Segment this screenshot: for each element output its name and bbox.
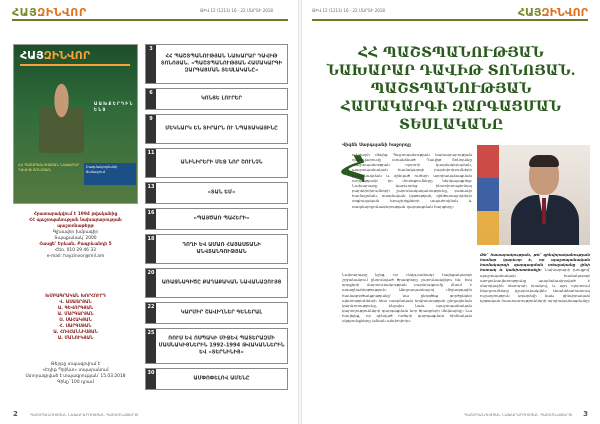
edinfo-line: Հեռ. 010 29 46 33 xyxy=(55,248,96,253)
toc-page-number: 13 xyxy=(146,183,156,203)
cover-blue-text: Բազմակողմանի ճանաչում xyxy=(86,165,118,174)
cover-caption: ՀՀ ՊԱՇՏՊԱՆՈՒԹՅԱՆ ՆԱԽԱՐԱՐ ԴԱՎԻԹ ՏՈՆՈՅԱՆ xyxy=(18,163,80,172)
staff-line: Վ. ԱՍԱՏՐՅԱՆ xyxy=(59,300,92,305)
toc-page-number: 25 xyxy=(146,329,156,363)
toc-item[interactable] xyxy=(145,208,288,230)
minister-portrait-photo xyxy=(477,145,590,245)
toc-title: ԱՌԱՋՆԱԳԻԾԸ ՔԱՂԱՔԱԿԱՆ ՆԱՎԱՆԱԶՈՒՅՑ xyxy=(161,279,282,286)
article-column-1-continued: Նախարարը նշեց, որ «Ազգ-բանակ» հայեցակարգի շրջանակում ընդունված ծրագրերը շարունակվելու են, իսկ զորքերի մարտունակության բարձրացումը մնում է առաջնահերթություն։ Անդրադառնալով միջազգային համագործակցությանը՝ նա ընդգծեց գործընկեր պետությունների հետ ռազմական երկխոսության ընդլայնման կարևորությունը, ինչպես նաև պաշտպանական կարողությունների զարգացման նոր ծրագրերի մեկնարկը։ Նա հավելեց, որ զինված ուժերի զարգացման հիմնական սկզբունքները կմնան անփոփոխ։ xyxy=(342,272,472,324)
toc-page-number: 9 xyxy=(146,115,156,143)
toc-title: ՌՈՒՍ ԵՎ ՈՍՊԱԿԻ ՄԻՋԵՎ ՊԱՏԵՐԱԶՄԻ ՄԱՍՆԱԿԻՑՆԵՐԻՆ 1992-1994 ԹՎԱԿԱՆՆԵՐԻՆ ԵՎ «ՏԵՐՆԻՆԻՑ» xyxy=(158,335,285,356)
page-footer: ՊԱՇՏՊԱՆՈՒԹՅԱՆ ՆԱԽԱՐԱՐՈՒԹՅԱՆ ՊԱՇՏՈՆԱԹԵՐԹ xyxy=(464,412,572,417)
toc-title: ԴՈՂԻ ԵՎ ԱՄԱՌ ՀԱՅԱՍՏԱՆԻ ԱՆՎՏԱՆԳՈՒԹՅԱՆ xyxy=(182,242,261,255)
page-number: 2 xyxy=(13,410,18,418)
header-rule xyxy=(12,19,288,21)
drop-cap: Հ xyxy=(342,149,368,189)
toc-page-number: 11 xyxy=(146,149,156,177)
edinfo-line: Հասցե՝ Երևան, Բագրևանդի 5 xyxy=(39,242,112,247)
issue-meta: ԹԻՎ 12 (1213) 16 - 22 ՄԱՐՏԻ 2018 xyxy=(312,8,385,13)
toc-title: ԱՄՓՈՓԵԼՈՎ ԱՄԵՆԸ xyxy=(193,375,250,382)
table-of-contents xyxy=(145,44,288,392)
print-line: Թերթը տպագրվում է xyxy=(50,362,101,367)
toc-title: «ՊԱՅԾԱՌ ՊԱՀԵՐԻ» xyxy=(193,215,250,222)
toc-page-number: 3 xyxy=(146,45,156,83)
toc-item[interactable] xyxy=(145,148,288,178)
editorial-info xyxy=(13,212,138,260)
edinfo-line: Գլխավոր խմբագիր xyxy=(52,230,99,235)
toc-item[interactable] xyxy=(145,114,288,144)
staff-line: Ա. ԳԵՎՈՐԳՅԱՆ xyxy=(57,306,94,311)
toc-page-number: 20 xyxy=(146,269,156,297)
toc-page-number: 6 xyxy=(146,89,156,109)
toc-item[interactable] xyxy=(145,302,288,324)
right-page xyxy=(302,0,600,424)
staff-line: Ա. ՀՈՎՀԱՆՆԻՍՅԱՆ xyxy=(53,330,98,335)
staff-line: Ա. ՄԱՆՈՒԿՅԱՆ xyxy=(57,336,94,341)
page-number: 3 xyxy=(583,410,588,418)
toc-item[interactable] xyxy=(145,268,288,298)
left-page xyxy=(0,0,298,424)
toc-page-number: 16 xyxy=(146,209,156,229)
toc-title: ԿԱՐՄԻՐ ՇԱՎԻՂՆԵՐ ԳԵՆԵՐԱԼ xyxy=(180,309,263,316)
armenian-flag xyxy=(477,145,499,245)
staff-line: Հ. ՍԱՐԳՍՅԱՆ xyxy=(59,324,92,329)
edinfo-line: ՀՀ պաշտպանության նախարարության պաշտոնաթերթ xyxy=(29,218,122,229)
print-line: Ստորագրված է տպագրության՝ 15.03.2018 xyxy=(25,374,126,379)
staff-line: Ս. ՍԱՀԱԿՅԱՆ xyxy=(59,318,92,323)
print-info xyxy=(13,362,138,386)
page-footer: ՊԱՇՏՊԱՆՈՒԹՅԱՆ ՆԱԽԱՐԱՐՈՒԹՅԱՆ ՊԱՇՏՈՆԱԹԵՐԹ xyxy=(30,412,138,417)
toc-title: ԱՆԻՆԻՐԵՐԻ ՄԵՋ ՆՈՐ ՇՈՒՆՉՆ xyxy=(180,159,263,166)
toc-item[interactable] xyxy=(145,234,288,264)
cover-rule xyxy=(20,64,130,66)
toc-item[interactable] xyxy=(145,328,288,364)
editorial-staff xyxy=(13,294,138,342)
edinfo-line: Հրատարակվում է 1994 թվականից xyxy=(33,212,118,217)
article-text: Նախարարի խոսքով՝ պաշտպանական համակարգի արդյունավետությունը պայմանավորված է մարդկային ռեսուրսի որակով, և այդ ոլորտում ներդրումները կշարունակվեն։ Առանձնահատուկ ուշադրություն կդարձվի նաև զինվորական կրթական հաստատությունների արդիականացմանը։ xyxy=(480,267,591,304)
article-column-2 xyxy=(480,252,590,304)
cover-side-text: Ա Ա Խ Ք Ե Ր Դ Ի Ն Ե Ն Ց xyxy=(94,101,133,112)
portrait-hair xyxy=(529,155,559,167)
masthead-logo: ՀԱՅԶԻՆՎՈՐ xyxy=(12,6,87,19)
header-rule xyxy=(312,19,588,21)
cover-blue-box xyxy=(84,163,136,185)
edinfo-line: Տպաքանակ՝ 2000 xyxy=(54,236,97,241)
article-column-1: ունվարի մեկից Պաշտպանության նախարարության ղեկավարումը ստանձնած Դավիթ Տոնոյանը պաշտպանության ոլորտի կազմակերպման, պաշտպանական համակարգի բարեփոխումների շարունակման և զինված ուժերի արդիականացման ուղղությամբ իր մոտեցումները ներկայացրեց։ Նախարարը կարևորեց ինստիտուցիոնալ բարեփոխումների շարունակականությունը, բանակի համալրման, ռազմական կրթության, զինծառայողների սոցիալական երաշխիքների ապահովման և ռազմարդյունաբերության զարգացման հարցերը։ xyxy=(352,152,472,209)
portrait-tie xyxy=(542,198,546,224)
toc-title: ՀՀ ՊԱՇՏՊԱՆՈՒԹՅԱՆ ՆԱԽԱՐԱՐ ԴԱՎԻԹ ՏՈՆՈՅԱՆ. «ՊԱՇՏՊԱՆՈՒԹՅԱՆ ՀԱՄԱԿԱՐԳԻ ԶԱՐԳԱՑՄԱՆ ՏԵՍԼԱԿԱՆԸ» xyxy=(160,53,283,74)
toc-title: «ՏԱՆ ԵՄ» xyxy=(207,189,236,196)
print-line: «Էդիթ Պրինտ» տպարանում xyxy=(42,368,109,373)
toc-page-number: 18 xyxy=(146,235,156,263)
article-highlight: Թե՛ հասարակության, թե՛ զինվորականության համար կարևոր է, որ պաշտպանական համակարգի զարգացման տեսլականը լինի հստակ և կանխատեսելի։ xyxy=(480,252,590,273)
toc-item[interactable] xyxy=(145,182,288,204)
toc-item[interactable] xyxy=(145,368,288,390)
toc-page-number: 30 xyxy=(146,369,156,389)
staff-line: ԽՄԲԱԳՐԱԿԱՆ ԽՈՐՀՈՒՐԴ xyxy=(45,294,106,299)
edinfo-line: e-mail: hayzinvor@mil.am xyxy=(46,254,105,259)
article-headline: ՀՀ ՊԱՇՏՊԱՆՈՒԹՅԱՆ ՆԱԽԱՐԱՐ ԴԱՎԻԹ ՏՈՆՈՅԱՆ. ՊԱՇՏՊԱՆՈՒԹՅԱՆ ՀԱՄԱԿԱՐԳԻ ԶԱՐԳԱՑՄԱՆ ՏԵՍԼԱԿԱՆԸ xyxy=(326,45,576,133)
toc-item[interactable] xyxy=(145,44,288,84)
toc-item[interactable] xyxy=(145,88,288,110)
toc-title: ԿՈՆՑԵ ԼՈՒՐԵՐ xyxy=(201,95,242,102)
cover-soldier-photo xyxy=(39,83,84,153)
issue-meta: ԹԻՎ 12 (1213) 16 - 22 ՄԱՐՏԻ 2018 xyxy=(200,8,273,13)
cover-thumbnail xyxy=(13,44,138,204)
print-line: Գինը՝ 100 դրամ xyxy=(57,380,94,385)
toc-page-number: 22 xyxy=(146,303,156,323)
masthead-logo: ՀԱՅԶԻՆՎՈՐ xyxy=(517,6,588,19)
staff-line: Ա. ՄԱՐԳԱՐՅԱՆ xyxy=(57,312,94,317)
toc-title: ՄԵԿՆԱՐԿ ԵՆ ՏԻՐԱՐՆ ՈՒ ՆՊԱՏԱԿԱՅԻՆԸ xyxy=(165,125,278,132)
article-byline: Վիգեն Սարգսյանի հաջորդը xyxy=(342,143,412,148)
cover-logo: ՀԱՅԶԻՆՎՈՐ xyxy=(20,49,91,62)
